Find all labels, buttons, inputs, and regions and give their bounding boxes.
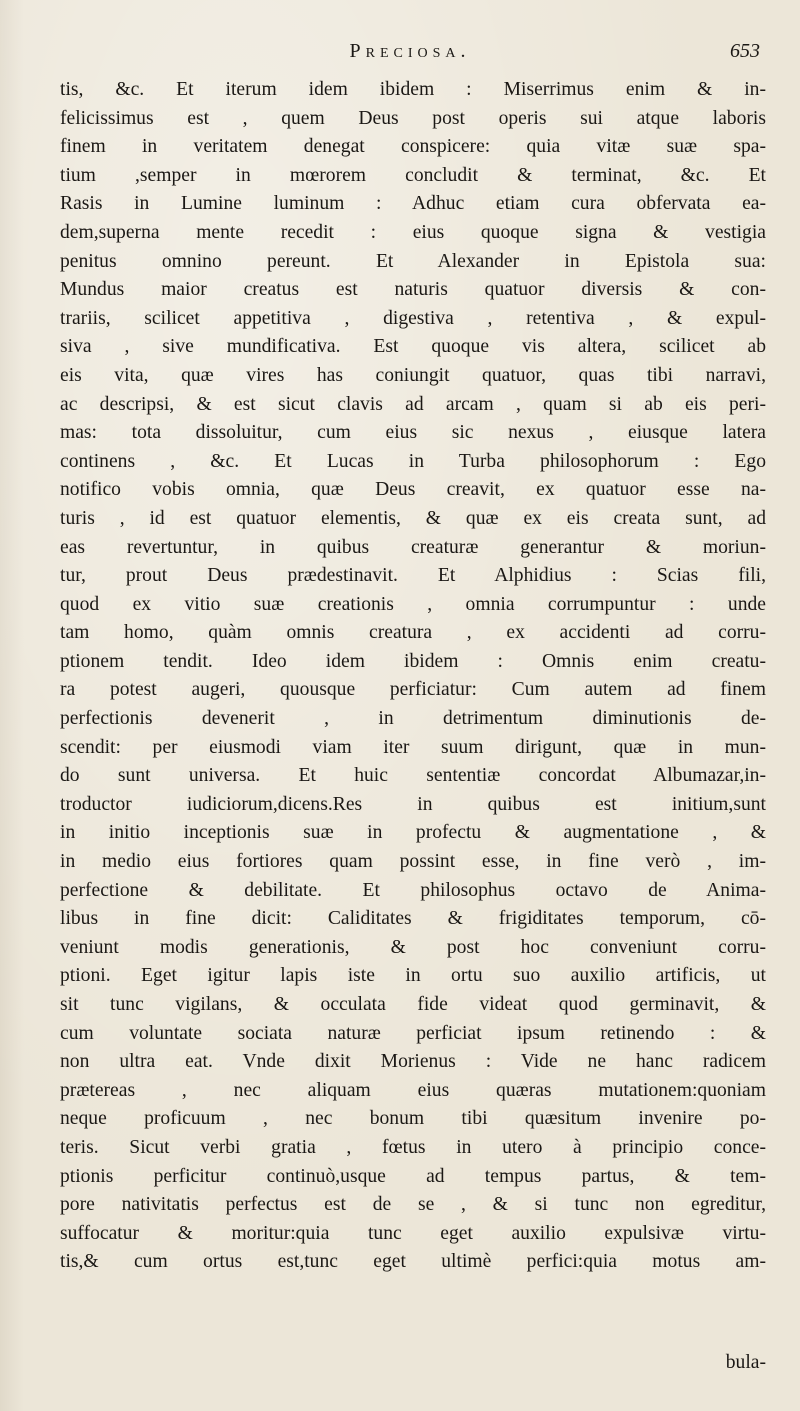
catchword: bula- [725, 1352, 766, 1373]
text-line: veniunt modis generationis, & post hoc conveniunt corru- [60, 936, 766, 958]
text-line: ptionem tendit. Ideo idem ibidem : Omnis enim creatu- [60, 650, 766, 672]
text-line: Rasis in Lumine luminum : Adhuc etiam cura obfervata ea- [60, 193, 766, 215]
text-line: do sunt universa. Et huic sententiæ concordat Albumazar,in- [60, 765, 766, 787]
text-line: ac descripsi, & est sicut clavis ad arcam , quam si ab eis peri- [60, 393, 766, 415]
text-line: pore nativitatis perfectus est de se , & si tunc non egreditur, [60, 1194, 766, 1216]
text-line: eas revertuntur, in quibus creaturæ generantur & moriun- [60, 536, 766, 558]
text-line: continens , &c. Et Lucas in Turba philosophorum : Ego [60, 450, 766, 472]
text-line: ptioni. Eget igitur lapis iste in ortu suo auxilio artificis, ut [60, 965, 766, 987]
text-line: libus in fine dicit: Caliditates & frigiditates temporum, cō- [60, 908, 766, 930]
text-line: eis vita, quæ vires has coniungit quatuor, quas tibi narravi, [60, 364, 766, 386]
text-line: quod ex vitio suæ creationis , omnia corrumpuntur : unde [60, 593, 766, 615]
text-line: trariis, scilicet appetitiva , digestiva , retentiva , & expul- [60, 307, 766, 329]
text-line: tur, prout Deus prædestinavit. Et Alphidius : Scias fili, [60, 565, 766, 587]
page-header [60, 40, 760, 70]
text-line: non ultra eat. Vnde dixit Morienus : Vide ne hanc radicem [60, 1051, 766, 1073]
text-line: Mundus maior creatus est naturis quatuor diversis & con- [60, 279, 766, 301]
text-line: suffocatur & moritur:quia tunc eget auxilio expulsivæ virtu- [60, 1222, 766, 1244]
running-head: Preciosa. [349, 40, 471, 62]
text-line: finem in veritatem denegat conspicere: quia vitæ suæ spa- [60, 136, 766, 158]
text-line: tam homo, quàm omnis creatura , ex accidenti ad corru- [60, 622, 766, 644]
text-line: scendit: per eiusmodi viam iter suum dirigunt, quæ in mun- [60, 736, 766, 758]
text-line: neque proficuum , nec bonum tibi quæsitum invenire po- [60, 1108, 766, 1130]
body-text [60, 76, 766, 1277]
text-line: penitus omnino pereunt. Et Alexander in Epistola sua: [60, 250, 766, 272]
text-line: tium ,semper in mœrorem concludit & terminat, &c. Et [60, 164, 766, 186]
text-line: siva , sive mundificativa. Est quoque vis altera, scilicet ab [60, 336, 766, 358]
text-line: notifico vobis omnia, quæ Deus creavit, ex quatuor esse na- [60, 479, 766, 501]
text-line: perfectionis devenerit , in detrimentum diminutionis de- [60, 708, 766, 730]
text-line: in initio inceptionis suæ in profectu & augmentatione , & [60, 822, 766, 844]
text-line: cum voluntate sociata naturæ perficiat ipsum retinendo : & [60, 1022, 766, 1044]
text-line: ptionis perficitur continuò,usque ad tempus partus, & tem- [60, 1165, 766, 1187]
text-line: mas: tota dissoluitur, cum eius sic nexus , eiusque latera [60, 422, 766, 444]
text-line: prætereas , nec aliquam eius quæras mutationem:quoniam [60, 1079, 766, 1101]
text-line: turis , id est quatuor elementis, & quæ ex eis creata sunt, ad [60, 507, 766, 529]
text-line: dem,superna mente recedit : eius quoque signa & vestigia [60, 221, 766, 243]
text-line: in medio eius fortiores quam possint esse, in fine verò , im- [60, 851, 766, 873]
text-line: ra potest augeri, quousque perficiatur: Cum autem ad finem [60, 679, 766, 701]
page-number: 653 [730, 40, 760, 62]
text-line: tis, &c. Et iterum idem ibidem : Miserrimus enim & in- [60, 79, 766, 100]
text-line: tis,& cum ortus est,tunc eget ultimè perfici:quia motus am- [60, 1251, 766, 1273]
text-line: troductor iudiciorum,dicens.Res in quibus est initium,sunt [60, 793, 766, 815]
text-line: sit tunc vigilans, & occulata fide videat quod germinavit, & [60, 994, 766, 1015]
text-line: felicissimus est , quem Deus post operis sui atque laboris [60, 107, 766, 129]
text-line: teris. Sicut verbi gratia , fœtus in utero à principio conce- [60, 1136, 766, 1158]
text-line: perfectione & debilitate. Et philosophus octavo de Anima- [60, 879, 766, 901]
